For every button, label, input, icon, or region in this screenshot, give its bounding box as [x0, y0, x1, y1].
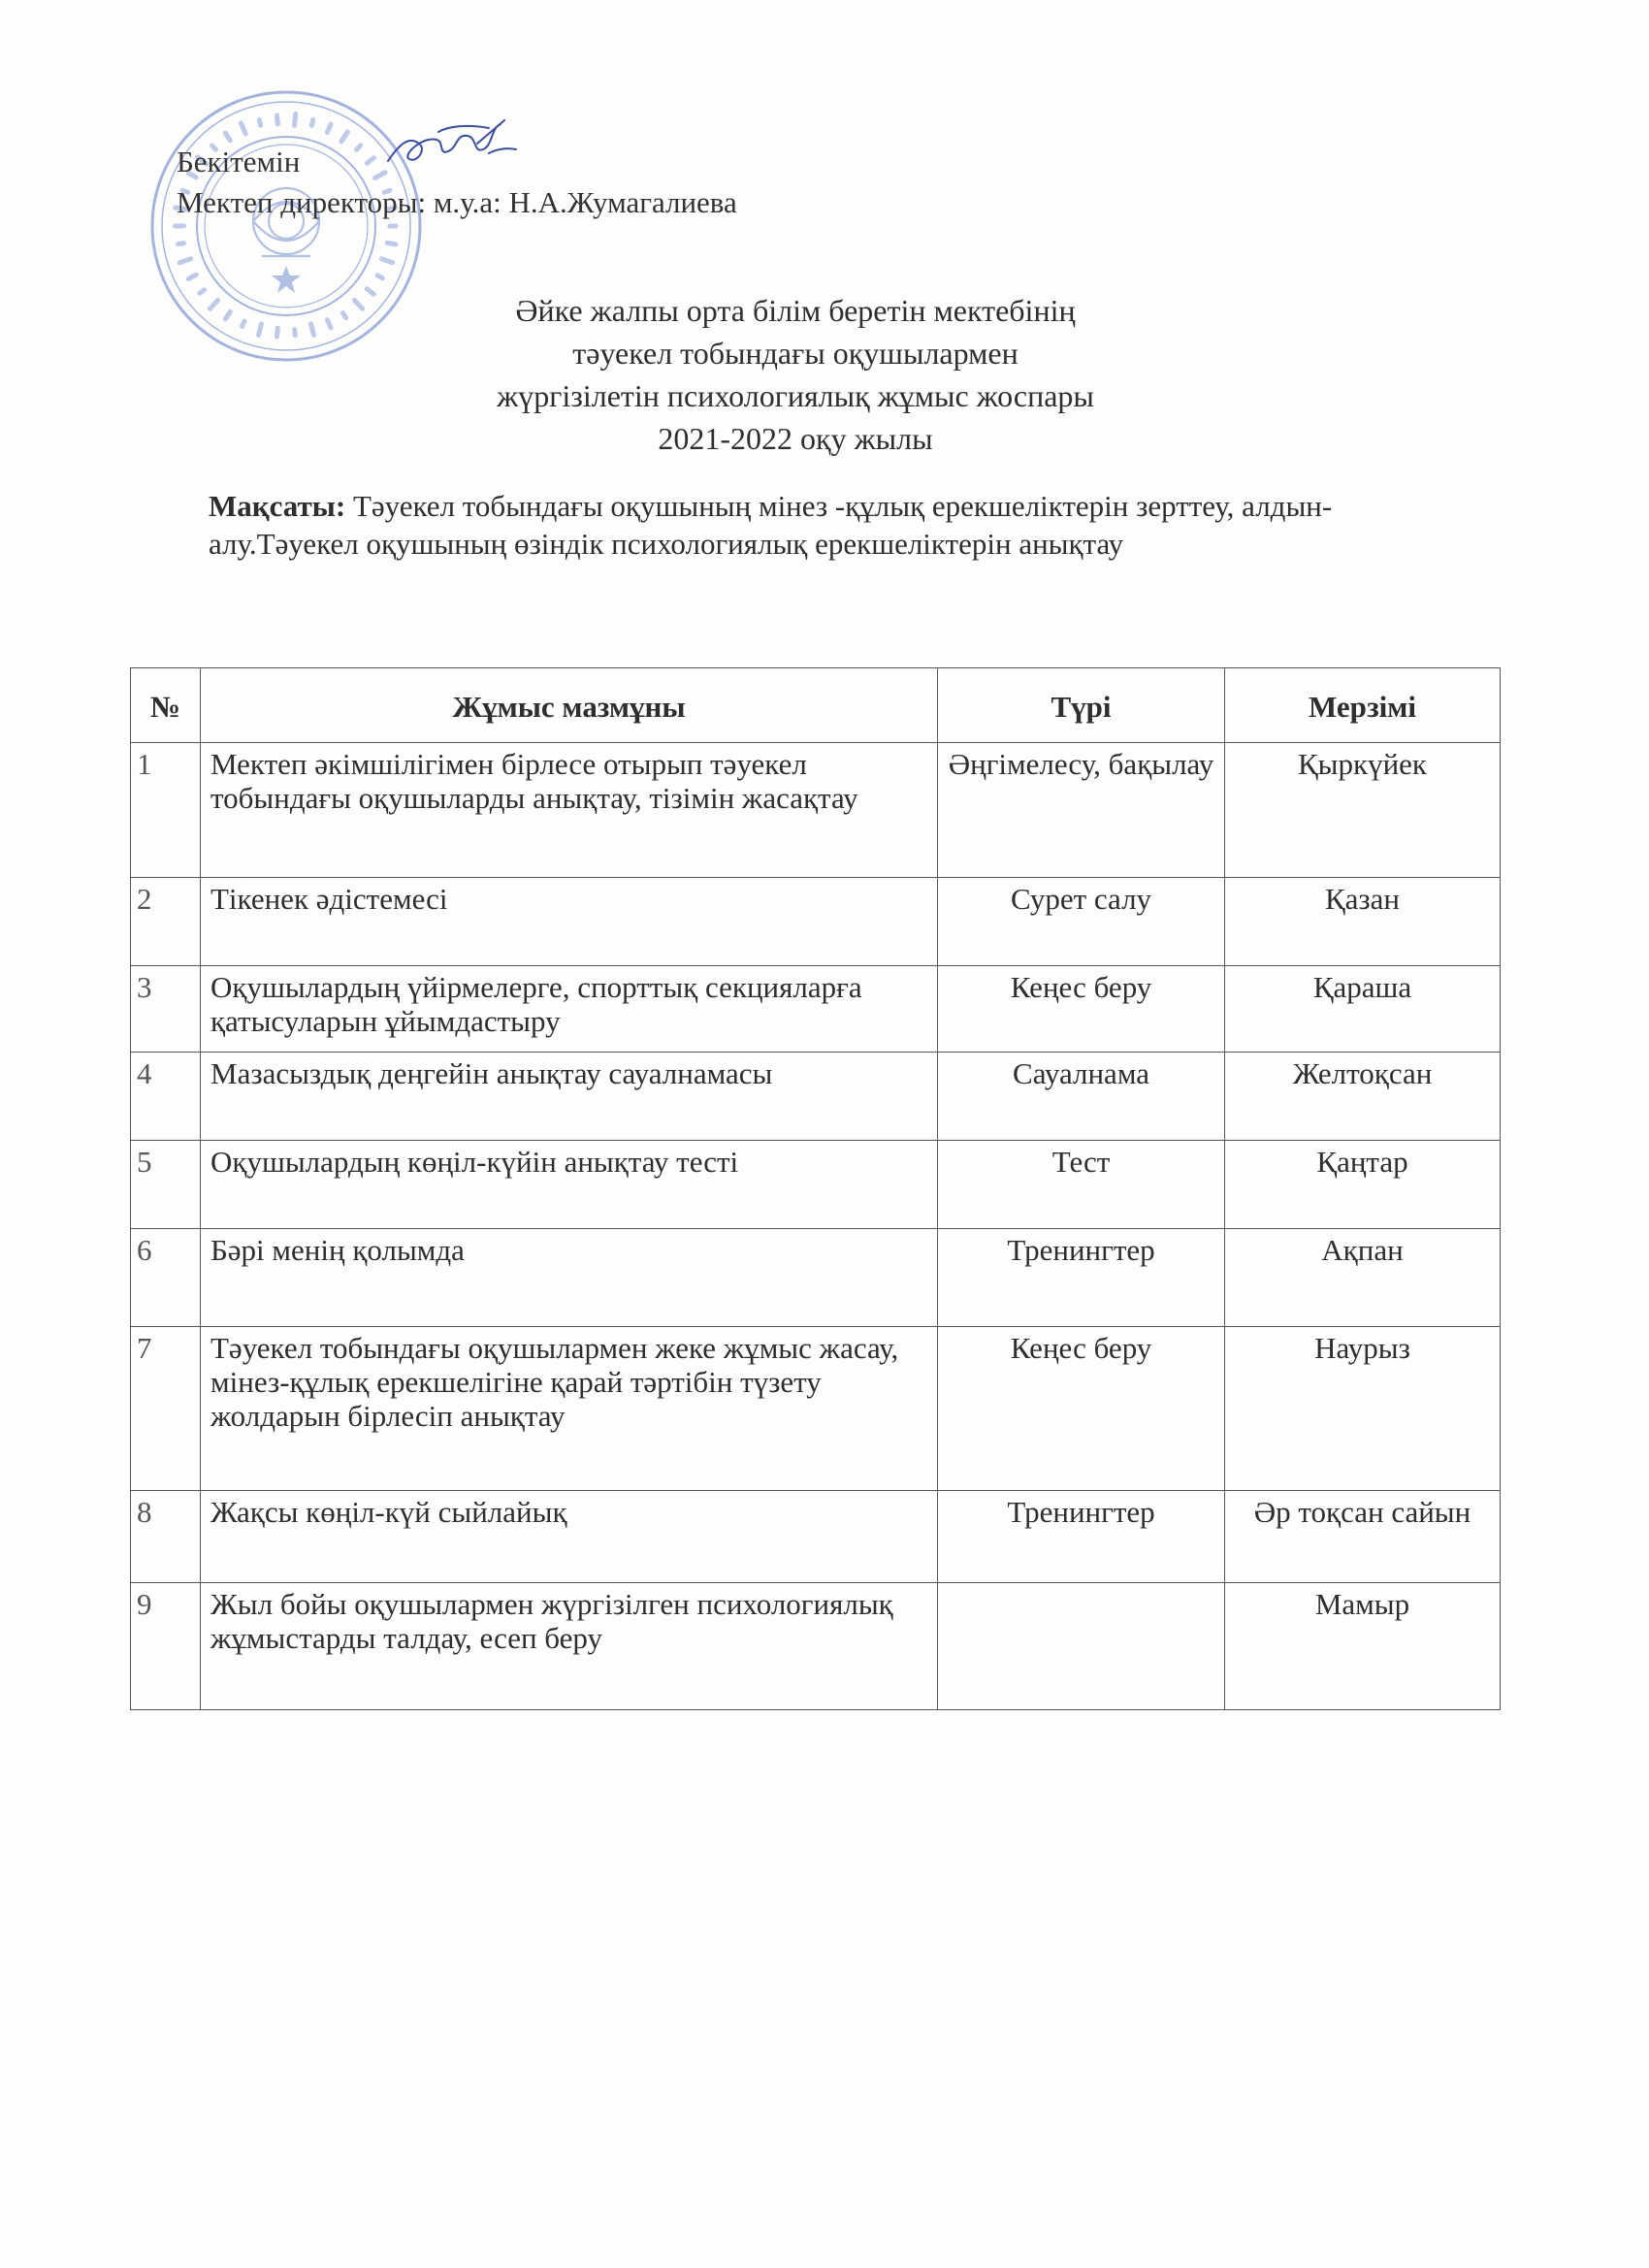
row-term: Қазан [1225, 878, 1501, 966]
header-type: Түрі [938, 668, 1225, 743]
row-content: Тәуекел тобындағы оқушылармен жеке жұмыс жасау, мінез-құлық ерекшелігіне қарай тәртібін түзету жолдарын бірлесіп анықтау [201, 1327, 938, 1491]
row-content: Оқушылардың үйірмелерге, спорттық секцияларға қатысуларын ұйымдастыру [201, 966, 938, 1053]
seal-lettering-mark [241, 123, 245, 134]
approval-label: Бекітемін [177, 145, 301, 178]
seal-lettering-mark [341, 132, 348, 142]
seal-lettering-mark [259, 120, 260, 126]
table-header-row [131, 668, 1501, 743]
table-row [131, 1229, 1501, 1327]
director-line: Мектеп директоры: м.у.а: Н.А.Жумагалиева [177, 185, 737, 219]
row-term: Мамыр [1225, 1583, 1501, 1710]
row-content: Тікенек әдістемесі [201, 878, 938, 966]
table-row [131, 1053, 1501, 1141]
row-number: 8 [131, 1491, 201, 1583]
header-number: № [131, 668, 201, 743]
row-content: Бәрі менің қолымда [201, 1229, 938, 1327]
row-term: Желтоқсан [1225, 1053, 1501, 1141]
purpose-label: Мақсаты: [209, 489, 346, 523]
work-plan-table [130, 667, 1501, 1710]
seal-lettering-mark [377, 275, 382, 278]
row-type: Тренингтер [938, 1491, 1225, 1583]
row-content: Оқушылардың көңіл-күйін анықтау тесті [201, 1141, 938, 1229]
row-term: Наурыз [1225, 1327, 1501, 1491]
row-number: 7 [131, 1327, 201, 1491]
row-type: Сурет салу [938, 878, 1225, 966]
row-number: 3 [131, 966, 201, 1053]
header-term: Мерзімі [1225, 668, 1501, 743]
row-number: 5 [131, 1141, 201, 1229]
row-number: 2 [131, 878, 201, 966]
row-type: Тест [938, 1141, 1225, 1229]
table-row [131, 878, 1501, 966]
row-term: Ақпан [1225, 1229, 1501, 1327]
row-number: 6 [131, 1229, 201, 1327]
purpose-paragraph [209, 487, 1431, 563]
row-type: Сауалнама [938, 1053, 1225, 1141]
row-type: Кеңес беру [938, 1327, 1225, 1491]
row-term: Қаңтар [1225, 1141, 1501, 1229]
table-row [131, 966, 1501, 1053]
title-line-group: тәуекел тобындағы оқушылармен [572, 336, 1018, 371]
row-content: Мектеп әкімшілігімен бірлесе отырып тәуекел тобындағы оқушыларды анықтау, тізімін жасақтау [201, 743, 938, 878]
row-content: Жақсы көңіл-күй сыйлайық [201, 1491, 938, 1583]
seal-lettering-mark [188, 275, 196, 278]
seal-lettering-mark [381, 259, 392, 263]
row-content: Мазасыздық деңгейін анықтау сауалнамасы [201, 1053, 938, 1141]
seal-lettering-mark [277, 115, 278, 124]
title-line-year: 2021-2022 оқу жылы [658, 421, 933, 456]
table-row [131, 1583, 1501, 1710]
seal-lettering-mark [295, 113, 296, 125]
row-term: Қараша [1225, 966, 1501, 1053]
table-row [131, 1327, 1501, 1491]
row-content: Жыл бойы оқушылармен жүргізілген психологиялық жұмыстарды талдау, есеп беру [201, 1583, 938, 1710]
title-line-plan: жүргізілетін психологиялық жұмыс жоспары [497, 378, 1094, 413]
row-term: Қыркүйек [1225, 743, 1501, 878]
seal-lettering-mark [178, 243, 184, 244]
row-number: 9 [131, 1583, 201, 1710]
header-content: Жұмыс мазмұны [201, 668, 938, 743]
seal-lettering-mark [327, 124, 331, 132]
table-row [131, 1491, 1501, 1583]
seal-lettering-mark [225, 133, 230, 141]
table-row [131, 1141, 1501, 1229]
row-type [938, 1583, 1225, 1710]
purpose-text: Тәуекел тобындағы оқушының мінез -құлық ерекшеліктерін зерттеу, алдын-алу.Тәуекел оқушының өзіндік психологиялық ерекшеліктерін анықтау [209, 489, 1333, 561]
row-type: Тренингтер [938, 1229, 1225, 1327]
row-number: 1 [131, 743, 201, 878]
row-term: Әр тоқсан сайын [1225, 1491, 1501, 1583]
row-number: 4 [131, 1053, 201, 1141]
document-title [0, 289, 1591, 460]
row-type: Кеңес беру [938, 966, 1225, 1053]
title-line-school: Әйке жалпы орта білім беретін мектебінің [515, 293, 1076, 328]
approval-block [177, 142, 737, 223]
table-row [131, 743, 1501, 878]
seal-lettering-mark [311, 120, 312, 126]
seal-lettering-mark [179, 259, 190, 263]
row-type: Әңгімелесу, бақылау [938, 743, 1225, 878]
